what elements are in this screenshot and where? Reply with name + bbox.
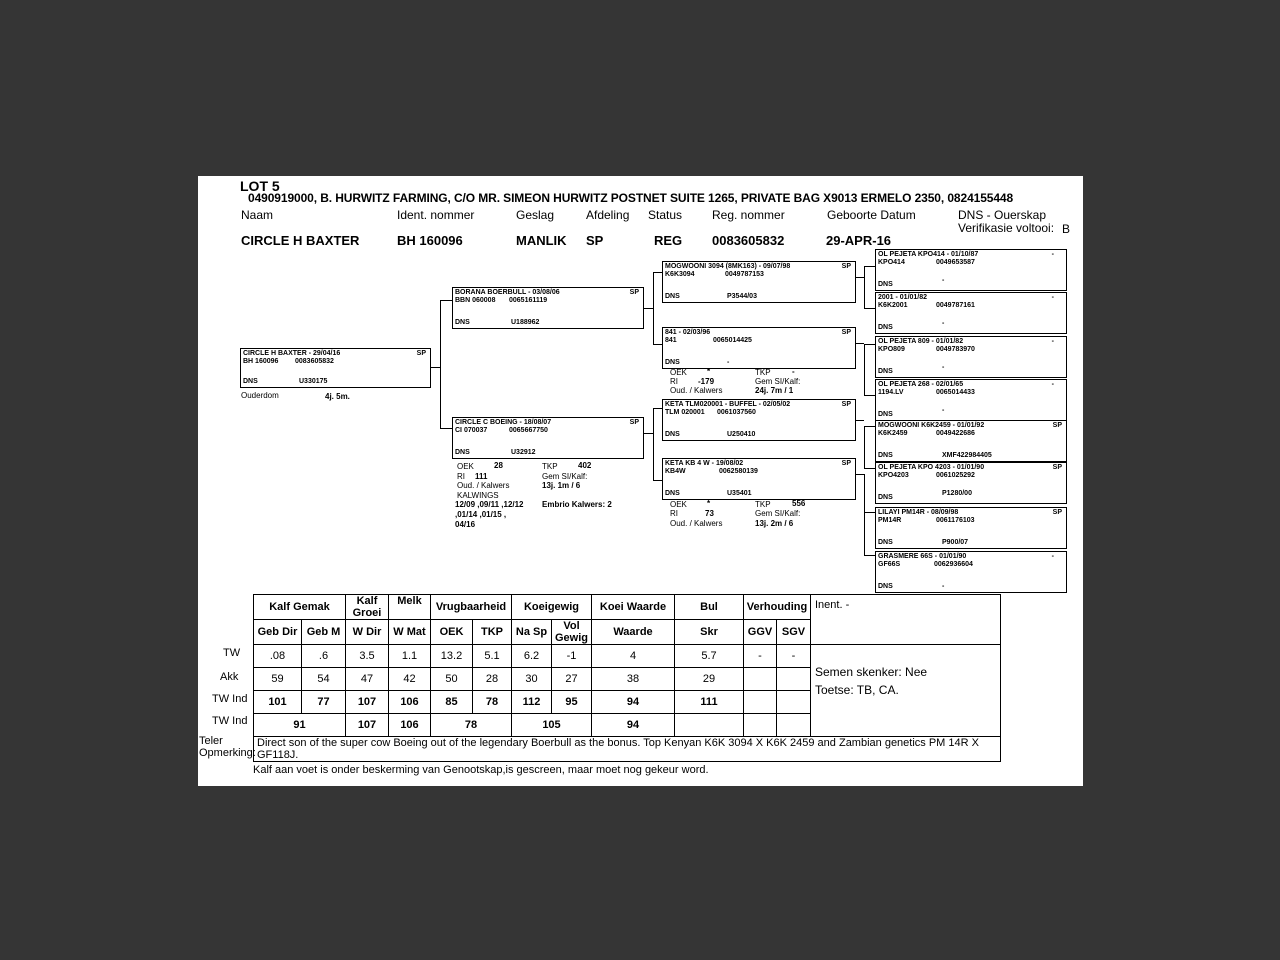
sire-dam-dns-label: DNS [665,359,680,366]
dam-dam-box[interactable] [662,458,856,500]
table-cell: 50 [431,668,473,691]
opmerking-label: Opmerking: [199,747,256,759]
table-row-remark [254,737,1001,762]
gg-dns-value: P900/07 [942,539,969,546]
sub-skr: Skr [675,620,744,645]
gg-name: GRASMERE 66S - 01/01/90 [878,553,967,560]
gg-name: OL PEJETA 268 - 02/01/65 [878,381,964,388]
gg-sp: SP [1052,464,1062,471]
gg-dns-label: DNS [878,281,893,288]
table-cell: 29 [675,668,744,691]
table-cell: 95 [552,691,592,714]
sire-dam-gem-label: Gem SI/Kalf: [755,377,801,386]
gg-name: OL PEJETA KPO 4203 - 01/01/90 [878,464,985,471]
sire-sire-sp: SP [841,263,851,270]
gg-name: OL PEJETA KPO414 - 01/10/87 [878,251,979,258]
table-cell: 28 [473,668,512,691]
dam-kalwings-1: 12/09 ,09/11 ,12/12 [455,500,524,509]
sire-box[interactable] [452,287,644,329]
animal-afdeling: SP [586,233,604,248]
table-cell: 59 [254,668,302,691]
row-label-twind: TW Ind [212,693,248,705]
sire-dam-ri: -179 [698,377,715,386]
dam-sire-dns-value: U250410 [727,431,756,438]
sire-id: BBN 060008 [455,297,496,304]
table-cell: -1 [552,645,592,668]
table-cell: 78 [431,714,512,737]
row-label-twind-2: TW Ind [212,715,248,727]
dam-ri: 111 [475,472,488,481]
table-cell: 1.1 [389,645,431,668]
table-cell: 47 [346,668,389,691]
toetse-text: Toetse: TB, CA. [815,683,899,697]
table-cell: .08 [254,645,302,668]
table-cell [744,668,777,691]
gg-id: K6K2001 [878,302,908,309]
gg-box-2[interactable] [875,292,1067,334]
gg-dns-value: - [942,277,945,284]
gg-reg: 0049787161 [936,302,975,309]
sub-ggv: GGV [744,620,777,645]
dam-dam-name: KETA KB 4 W - 19/08/02 [665,460,744,467]
sire-dam-oek: * [707,367,711,376]
group-verhouding: Verhouding [744,595,811,620]
table-cell: 112 [512,691,552,714]
table-cell: 101 [254,691,302,714]
sub-sgv: SGV [777,620,811,645]
gg-dns-label: DNS [878,411,893,418]
dam-oek: 28 [494,461,503,470]
table-cell: 105 [512,714,592,737]
sire-dns-label: DNS [455,319,470,326]
dam-tkp: 402 [578,461,592,470]
table-cell: - [777,645,811,668]
lot-number: LOT 5 [240,178,280,194]
sire-sp: SP [629,289,639,296]
group-kalf-gemak: Kalf Gemak [254,595,346,620]
sub-geb-dir: Geb Dir [254,620,302,645]
gg-box-5[interactable] [875,420,1067,462]
table-cell: 85 [431,691,473,714]
table-cell: 3.5 [346,645,389,668]
subject-reg: 0083605832 [295,358,334,365]
gg-sp: SP [1052,509,1062,516]
sub-tkp: TKP [473,620,512,645]
table-cell: - [744,645,777,668]
sub-w-mat: W Mat [389,620,431,645]
dam-sire-reg: 0061037560 [717,409,756,416]
table-cell: 54 [302,668,346,691]
sire-sire-dns-value: P3544/03 [727,293,757,300]
gg-box-6[interactable] [875,462,1067,504]
sire-dam-name: 841 - 02/03/96 [665,329,711,336]
gg-sp: - [1051,294,1054,301]
sub-vol-gewig: Vol Gewig [552,620,592,645]
gg-id: 1194.LV [878,389,904,396]
sub-geb-m: Geb M [302,620,346,645]
sire-dam-oud: 24j. 7m / 1 [755,386,794,395]
sire-dam-ri-label: RI [670,377,678,386]
dam-dam-ri: 73 [705,509,714,518]
inent-text: Inent. - [815,599,850,611]
subject-dns-value: U330175 [299,378,328,385]
dam-dns-label: DNS [455,449,470,456]
gg-sp: - [1051,251,1054,258]
animal-status: REG [654,233,683,248]
table-cell: 6.2 [512,645,552,668]
gg-name: 2001 - 01/01/82 [878,294,928,301]
sire-dam-sp: SP [841,329,851,336]
gg-id: KPO414 [878,259,905,266]
table-cell: 106 [389,691,431,714]
gg-dns-value: - [942,364,945,371]
gg-box-8[interactable] [875,551,1067,593]
table-cell [675,714,744,737]
gg-dns-label: DNS [878,368,893,375]
dam-dam-ri-label: RI [670,509,678,518]
group-melk: Melk [389,595,431,620]
table-cell: 42 [389,668,431,691]
gg-dns-label: DNS [878,324,893,331]
dam-dam-sp: SP [841,460,851,467]
gg-id: K6K2459 [878,430,908,437]
table-cell: 4 [592,645,675,668]
table-cell: 13.2 [431,645,473,668]
animal-reg: 0083605832 [712,233,785,248]
header-geslag: Geslag [516,208,555,222]
gg-sp: SP [1052,422,1062,429]
gg-id: KPO4203 [878,472,909,479]
dam-dns-value: U32912 [511,449,536,456]
row-label-akk: Akk [220,671,239,683]
gg-dns-label: DNS [878,539,893,546]
sire-dam-id: 841 [665,337,677,344]
group-koeigewig: Koeigewig [512,595,592,620]
gg-reg: 0062936604 [934,561,973,568]
gg-reg: 0049653587 [936,259,975,266]
table-cell: 107 [346,691,389,714]
animal-geslag: MANLIK [516,233,567,248]
table-cell: 5.7 [675,645,744,668]
subject-dns-label: DNS [243,378,258,385]
sire-sire-name: MOGWOONI 3094 (8MK163) - 09/07/98 [665,263,791,270]
gg-id: PM14R [878,517,902,524]
dam-oud: 13j. 1m / 6 [542,481,581,490]
animal-ident: BH 160096 [397,233,463,248]
table-cell: .6 [302,645,346,668]
inent-cell [811,595,1001,645]
header-afdeling: Afdeling [586,208,630,222]
gg-dns-value: - [942,407,945,414]
gg-dns-value: - [942,583,945,590]
group-koei-waarde: Koei Waarde [592,595,675,620]
dam-name: CIRCLE C BOEING - 18/08/07 [455,419,552,426]
dam-dam-tkp: 556 [792,499,806,508]
gg-id: GF66S [878,561,901,568]
gg-reg: 0049422686 [936,430,975,437]
animal-geboorte: 29-APR-16 [826,233,892,248]
gg-box-1[interactable] [875,249,1067,291]
table-cell: 94 [592,691,675,714]
verifikasie-value: B [1062,222,1071,236]
table-cell [744,714,777,737]
teler-remark: Direct son of the super cow Boeing out of the legendary Boerbull as the bonus. Top Kenyan K6K 3094 X K6K 2459 and Zambian genetics PM 14R X GF118J. [254,737,1001,762]
footer-note: Kalf aan voet is onder beskerming van Genootskap,is gescreen, maar moet nog gekeur word. [253,764,709,776]
dam-dam-oek-label: OEK [670,500,687,509]
table-cell [744,691,777,714]
dam-dam-oek: * [707,499,711,508]
dam-reg: 0065667750 [509,427,548,434]
sire-dam-reg: 0065014425 [713,337,752,344]
table-cell [777,714,811,737]
gg-name: OL PEJETA 809 - 01/01/82 [878,338,964,345]
dam-sire-sp: SP [841,401,851,408]
dam-dam-reg: 0062580139 [719,468,758,475]
table-cell: 27 [552,668,592,691]
animal-name: CIRCLE H BAXTER [241,233,360,248]
group-vrugbaarheid: Vrugbaarheid [431,595,512,620]
table-cell: 38 [592,668,675,691]
subject-name: CIRCLE H BAXTER - 29/04/16 [243,350,341,357]
dam-dam-gem-label: Gem SI/Kalf: [755,509,801,518]
dam-sire-name: KETA TLM020001 - BUFFEL - 02/05/02 [665,401,791,408]
table-cell: 111 [675,691,744,714]
gg-dns-value: XMF422984405 [942,452,992,459]
sub-w-dir: W Dir [346,620,389,645]
sire-name: BORANA BOERBULL - 03/08/06 [455,289,560,296]
dam-dam-dns-label: DNS [665,490,680,497]
header-verifikasie: Verifikasie voltooi: [958,221,1055,235]
table-cell: 91 [254,714,346,737]
sire-dam-tkp-label: TKP [755,368,771,377]
header-dns-ouerskap: DNS - Ouerskap [958,208,1047,222]
header-naam: Naam [241,208,274,222]
sire-dam-box[interactable] [662,327,856,369]
subject-id: BH 160096 [243,358,279,365]
table-cell: 78 [473,691,512,714]
sire-sire-id: K6K3094 [665,271,695,278]
sire-sire-dns-label: DNS [665,293,680,300]
table-cell [777,668,811,691]
gg-sp: - [1051,553,1054,560]
dam-sire-id: TLM 020001 [665,409,705,416]
gg-box-4[interactable] [875,379,1067,421]
dam-oek-label: OEK [457,462,474,471]
gg-dns-label: DNS [878,494,893,501]
gg-id: KPO809 [878,346,905,353]
subject-sp: SP [416,350,426,357]
dam-ri-label: RI [457,472,465,481]
sub-waarde: Waarde [592,620,675,645]
gg-sp: - [1051,381,1054,388]
dam-embrio: Embrio Kalwers: 2 [542,500,612,509]
table-row-tw [254,645,1001,668]
breeder-info: 0490919000, B. HURWITZ FARMING, C/O MR. SIMEON HURWITZ POSTNET SUITE 1265, PRIVATE BAG X9013 ERMELO 2350, 0824155448 [248,191,1014,205]
sire-sire-reg: 0049787153 [725,271,764,278]
dam-box[interactable] [452,417,644,459]
group-bul: Bul [675,595,744,620]
dam-tkp-label: TKP [542,462,558,471]
gg-dns-label: DNS [878,452,893,459]
subject-box[interactable] [240,348,431,388]
sire-dam-dns-value: - [727,359,730,366]
header-ident: Ident. nommer [397,208,475,222]
table-cell: 106 [389,714,431,737]
table-cell: 107 [346,714,389,737]
gg-reg: 0065014433 [936,389,975,396]
group-kalf-groei: Kalf Groei [346,595,389,620]
sire-dam-tkp: - [792,367,795,376]
age-value: 4j. 5m. [325,392,350,401]
gg-reg: 0061025292 [936,472,975,479]
semen-text: Semen skenker: Nee [815,665,928,679]
table-cell [777,691,811,714]
dam-dam-dns-value: U35401 [727,490,752,497]
table-cell: 94 [592,714,675,737]
dam-kalwings-2: ,01/14 ,01/15 , [455,510,507,519]
sire-reg: 0065161119 [509,297,548,304]
sub-na-sp: Na Sp [512,620,552,645]
row-label-tw: TW [223,647,241,659]
sire-sire-box[interactable] [662,261,856,303]
gg-sp: - [1051,338,1054,345]
gg-name: MOGWOONI K6K2459 - 01/01/92 [878,422,985,429]
teler-label: Teler [199,735,223,747]
dam-kalwings-label: KALWINGS [457,491,499,500]
notes-cell [811,645,1001,737]
table-cell: 5.1 [473,645,512,668]
dam-sp: SP [629,419,639,426]
sire-dam-oud-label: Oud. / Kalwers [670,386,723,395]
performance-table [253,594,1001,762]
sire-dns-value: U188962 [511,319,540,326]
dam-dam-oud: 13j. 2m / 6 [755,519,794,528]
age-label: Ouderdom [241,391,279,400]
header-status: Status [648,208,683,222]
dam-id: CI 070037 [455,427,488,434]
dam-dam-id: KB4W [665,468,686,475]
sire-dam-oek-label: OEK [670,368,687,377]
gg-dns-label: DNS [878,583,893,590]
dam-oud-label: Oud. / Kalwers [457,481,510,490]
table-cell: 77 [302,691,346,714]
dam-gem-label: Gem SI/Kalf: [542,472,588,481]
gg-box-3[interactable] [875,336,1067,378]
dam-sire-box[interactable] [662,399,856,441]
gg-name: LILAYI PM14R - 08/09/98 [878,509,959,516]
header-geboorte: Geboorte Datum [827,208,916,222]
pedigree-sheet [198,176,1083,786]
gg-reg: 0049783970 [936,346,975,353]
gg-box-7[interactable] [875,507,1067,549]
gg-dns-value: - [942,320,945,327]
table-cell: 30 [512,668,552,691]
sub-oek: OEK [431,620,473,645]
gg-dns-value: P1280/00 [942,490,972,497]
dam-kalwings-3: 04/16 [455,520,476,529]
header-reg: Reg. nommer [712,208,785,222]
dam-sire-dns-label: DNS [665,431,680,438]
dam-dam-oud-label: Oud. / Kalwers [670,519,723,528]
dam-dam-tkp-label: TKP [755,500,771,509]
gg-reg: 0061176103 [936,517,975,524]
